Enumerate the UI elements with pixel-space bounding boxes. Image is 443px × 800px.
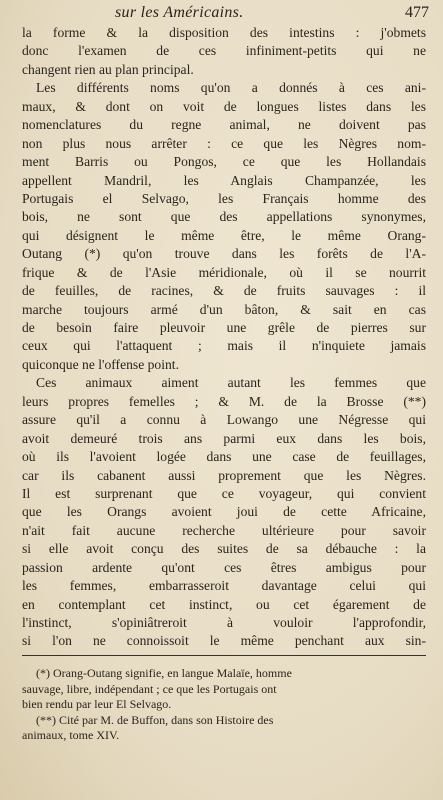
text-line: appellent Mandril, les Anglais Champanzée, les <box>22 172 426 188</box>
text-line: Outang (*) qu'on trouve dans les forêts de l'A- <box>22 246 426 262</box>
text-line: de feuilles, de racines, & de fruits sauvages : il <box>22 283 426 299</box>
text-line: si l'on ne connoissoit le même penchant aux sin- <box>22 633 426 649</box>
footnote-line: bien rendu par leur El Selvago. <box>22 697 172 711</box>
text-line: car ils cabanent aussi proprement que les Nègres. <box>22 467 426 483</box>
text-line: passion ardente qu'ont ces êtres ambigus pour <box>22 559 426 575</box>
text-line: ceux qui l'attaquent ; mais il n'inquiete jamais <box>22 338 426 354</box>
text-line: qui désignent le même être, le même Orang- <box>22 227 426 243</box>
text-line: assure qu'il a connu à Lowango une Négresse qui <box>22 412 426 428</box>
text-line: Il est surprenant que ce voyageur, qui convient <box>22 485 426 501</box>
text-line: avoit demeuré trois ans parmi eux dans les bois, <box>22 430 426 446</box>
page-header <box>0 4 443 26</box>
text-line: Portugais el Selvago, les Français homme des <box>22 190 426 206</box>
text-line: que les Orangs avoient joui de cette Africaine, <box>22 504 426 520</box>
footnote-line: (**) Cité par M. de Buffon, dans son Histoire des <box>36 712 274 727</box>
text-line: changent rien au plan principal. <box>22 61 194 77</box>
footnotes <box>22 666 426 744</box>
text-line: bois, ne sont que des appellations synonymes, <box>22 209 426 225</box>
footnote-line: sauvage, libre, indépendant ; ce que les Portugais ont <box>22 681 277 696</box>
text-line: quiconque ne l'offense point. <box>22 356 179 372</box>
body-text <box>22 24 426 651</box>
text-line: en contemplant cet instinct, ou cet égarement de <box>22 596 426 612</box>
page-number: 477 <box>405 4 429 21</box>
running-title: sur les Américains. <box>115 4 244 21</box>
text-line: maux, & dont on voit de longues listes dans les <box>22 98 426 114</box>
footnote-line: (*) Orang-Outang signifie, en langue Malaïe, homme <box>36 666 292 680</box>
text-line: de besoin faire pleuvoir une grêle de pierres sur <box>22 320 426 335</box>
text-line: marche toujours armé d'un bâton, & sait en cas <box>22 301 426 317</box>
text-line: Ces animaux aiment autant les femmes que <box>36 375 426 391</box>
text-line: si elle avoit conçu des suites de sa débauche : la <box>22 541 426 557</box>
text-line: donc l'examen de ces infiniment-petits qui ne <box>22 43 426 59</box>
text-line: les femmes, embarrasseroit davantage celui qui <box>22 578 426 594</box>
text-line: Les différents noms qu'on a donnés à ces ani- <box>36 80 426 96</box>
footnote-line: animaux, tome XIV. <box>22 728 120 742</box>
footnote-divider <box>22 655 426 656</box>
text-line: où ils l'avoient logée dans une case de feuillages, <box>22 449 426 465</box>
text-line: ment Barris ou Pongos, ce que les Hollandais <box>22 154 426 170</box>
text-line: leurs propres femelles ; & M. de la Brosse (**) <box>22 393 426 409</box>
text-line: l'instinct, s'opiniâtreroit à vouloir l'approfondir, <box>22 615 426 630</box>
text-line: non plus nous arrêter : ce que les Nègres nom- <box>22 135 426 151</box>
text-line: frique & de l'Asie méridionale, où il se nourrit <box>22 264 426 280</box>
text-line: la forme & la disposition des intestins : j'obmets <box>22 25 426 40</box>
text-line: n'ait fait aucune recherche ultérieure pour savoir <box>22 522 426 538</box>
text-line: nomenclatures du regne animal, ne doivent pas <box>22 117 426 133</box>
